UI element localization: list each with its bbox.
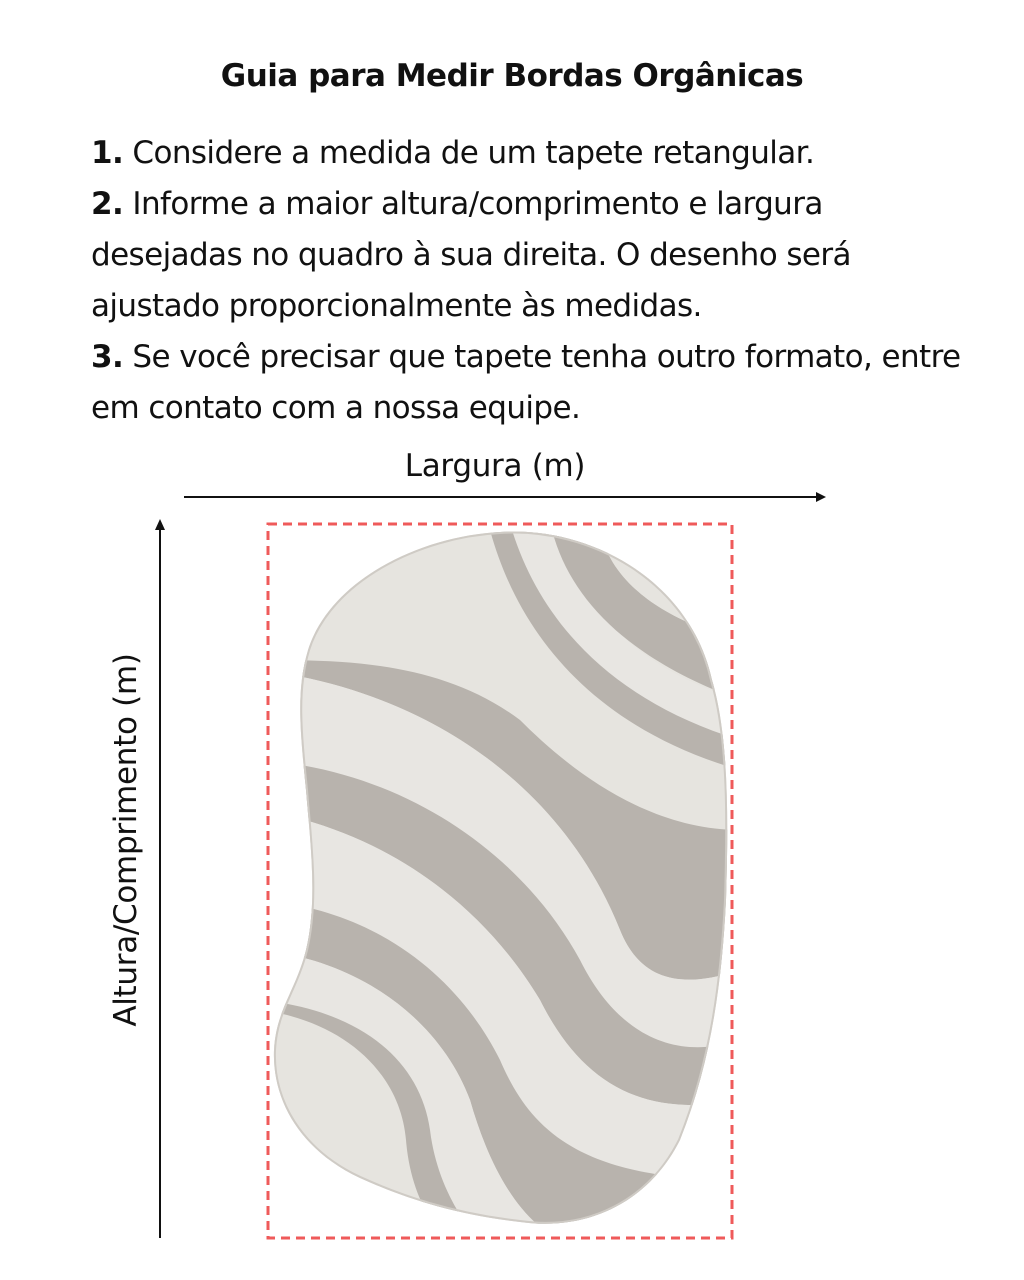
height-arrow [155,519,165,1238]
step-text: Considere a medida de um tapete retangular. [132,135,815,171]
step-number: 1. [91,135,124,171]
organic-rug-image [260,520,740,1240]
step-number: 3. [91,339,124,375]
width-axis-label: Largura (m) [404,448,586,484]
height-axis-label: Altura/Comprimento (m) [108,653,144,1027]
step-number: 2. [91,186,124,222]
width-arrow [184,492,826,502]
page-title: Guia para Medir Bordas Orgânicas [220,58,804,94]
step-text: Se você precisar que tapete tenha outro formato, entre em contato com a nossa equipe. [91,339,961,426]
step-text: Informe a maior altura/comprimento e largura desejadas no quadro à sua direita. O desenho será ajustado proporcionalmente às medidas. [91,186,851,324]
